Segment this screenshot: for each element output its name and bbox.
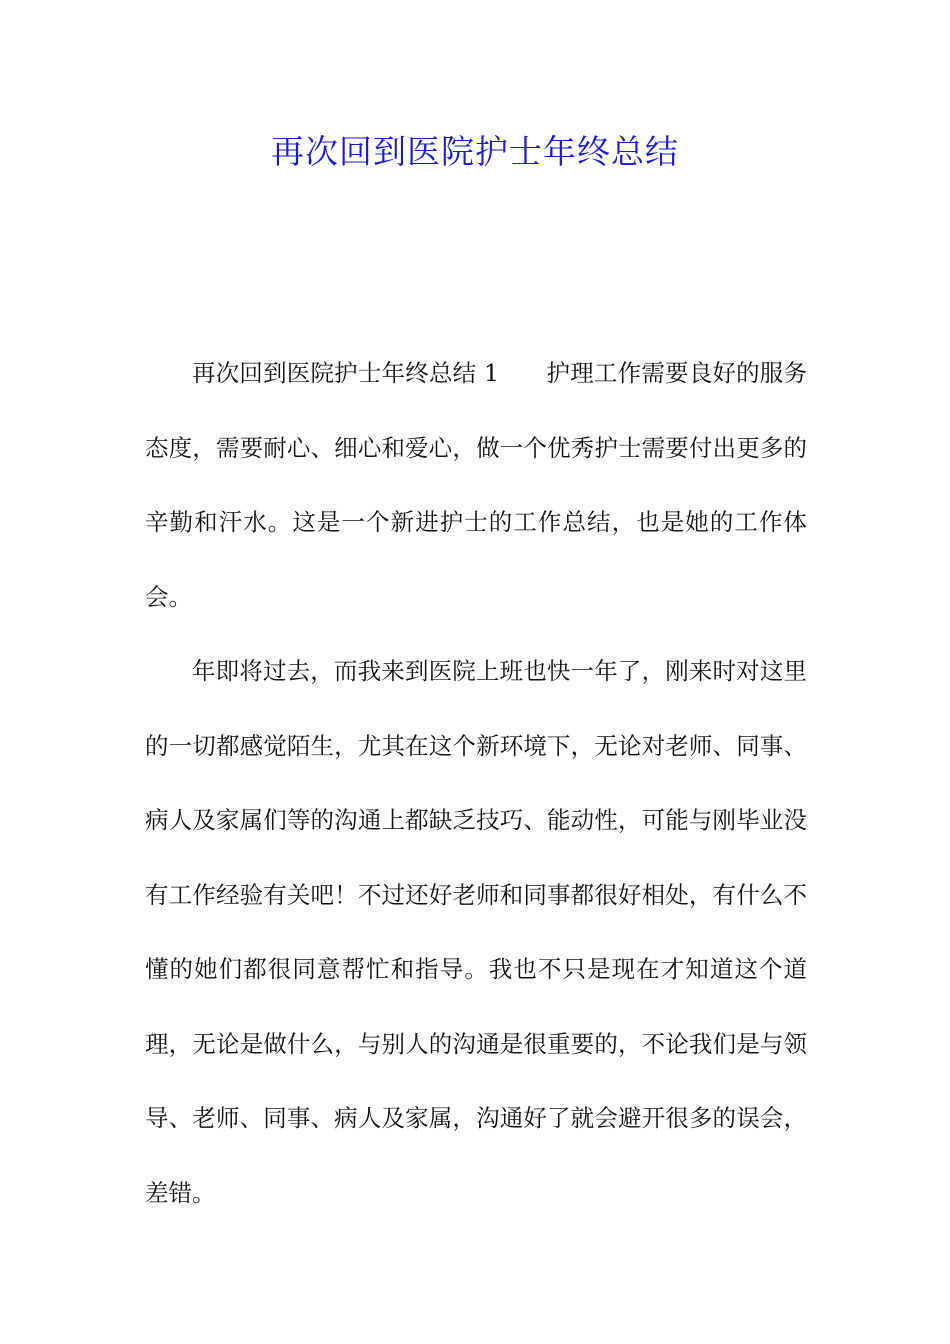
document-body <box>145 336 807 1230</box>
document-title: 再次回到医院护士年终总结 <box>271 132 679 171</box>
paragraph-2: 年即将过去，而我来到医院上班也快一年了，刚来时对这里的一切都感觉陌生，尤其在这个新环境下，无论对老师、同事、病人及家属们等的沟通上都缺乏技巧、能动性，可能与刚毕业没有工作经验有关吧！不过还好老师和同事都很好相处，有什么不懂的她们都很同意帮忙和指导。我也不只是现在才知道这个道理，无论是做什么，与别人的沟通是很重要的，不论我们是与领导、老师、同事、病人及家属，沟通好了就会避开很多的误会，差错。 <box>145 657 807 1207</box>
paragraph-1: 再次回到医院护士年终总结 1 护理工作需要良好的服务态度，需要耐心、细心和爱心，做一个优秀护士需要付出更多的辛勤和汗水。这是一个新进护士的工作总结，也是她的工作体会。 <box>145 359 807 611</box>
